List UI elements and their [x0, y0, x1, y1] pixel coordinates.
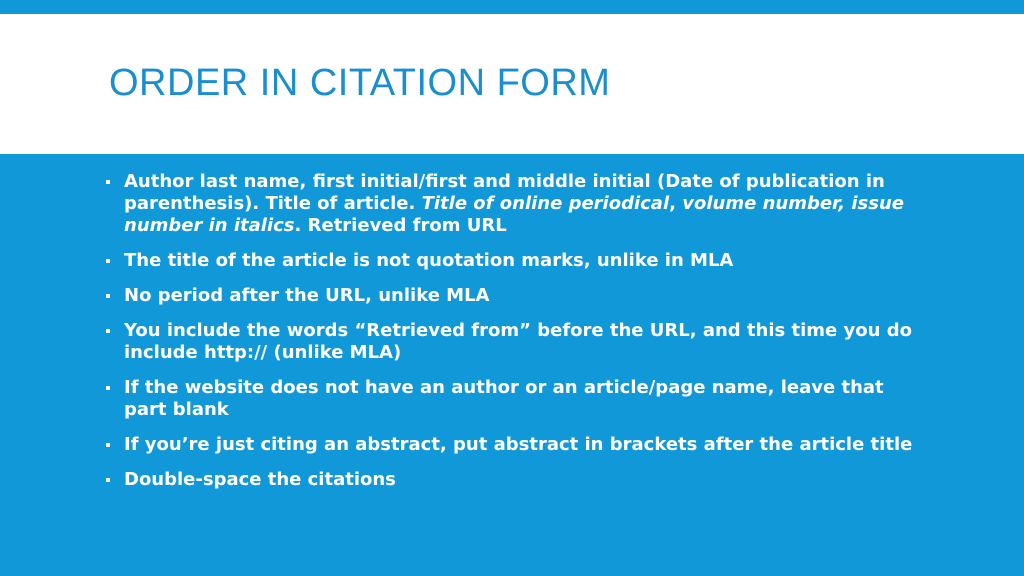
bullet-item: [106, 285, 916, 307]
bullet-item: [106, 377, 916, 421]
bullet-item: [106, 469, 916, 491]
bullet-text-italic: Title of online periodical: [421, 193, 670, 214]
bullet-text: If you’re just citing an abstract, put abstract in brackets after the article title: [124, 434, 913, 455]
bullet-text: ,: [669, 193, 683, 214]
square-bullet-icon: [106, 443, 110, 447]
top-accent-stripe: [0, 0, 1024, 14]
bullet-item: [106, 320, 916, 364]
square-bullet-icon: [106, 478, 110, 482]
bullet-list: [106, 171, 916, 491]
bullet-item: [106, 250, 916, 272]
bullet-text: Double-space the citations: [124, 469, 396, 490]
bullet-text: You include the words “Retrieved from” before the URL, and this time you do include http:// (unlike MLA): [124, 320, 912, 363]
bullet-text: The title of the article is not quotation marks, unlike in MLA: [124, 250, 734, 271]
bullet-item: [106, 171, 916, 237]
slide-body: [106, 171, 916, 504]
square-bullet-icon: [106, 180, 110, 184]
square-bullet-icon: [106, 294, 110, 298]
bullet-item: [106, 434, 916, 456]
square-bullet-icon: [106, 329, 110, 333]
bullet-text: No period after the URL, unlike MLA: [124, 285, 490, 306]
bullet-text: . Retrieved from URL: [294, 215, 507, 236]
bullet-text: Author last name, first initial/first and middle initial (Date of publication in parenthesis). Title of article.: [124, 171, 885, 214]
slide-title: ORDER IN CITATION FORM: [109, 62, 611, 104]
bullet-text: If the website does not have an author or an article/page name, leave that part blank: [124, 377, 884, 420]
square-bullet-icon: [106, 386, 110, 390]
title-band: [0, 14, 1024, 154]
bullet-text-italic: volume number, issue number in italics: [124, 193, 904, 236]
square-bullet-icon: [106, 259, 110, 263]
